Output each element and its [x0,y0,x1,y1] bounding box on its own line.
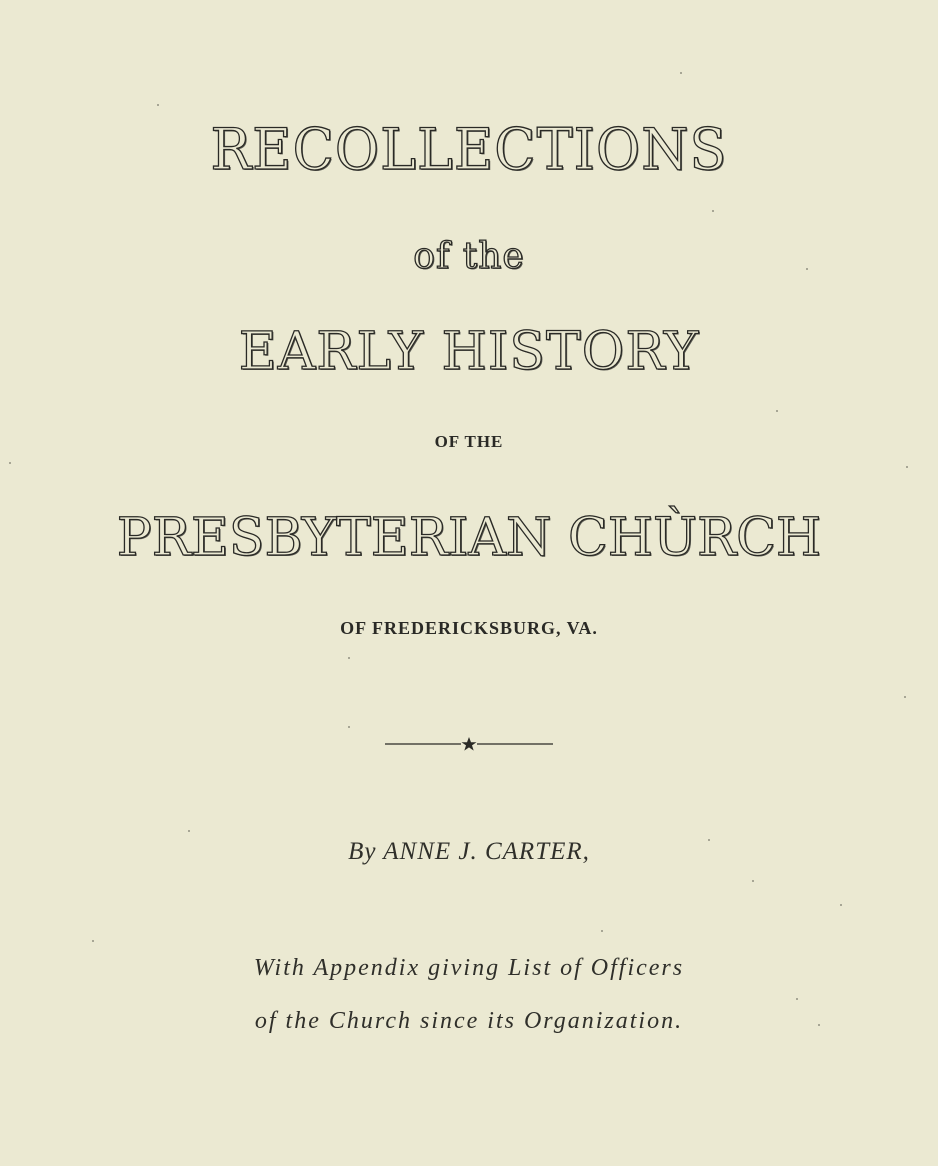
scan-speck [188,830,190,832]
scan-speck [796,998,798,1000]
scan-speck [92,940,94,942]
scan-speck [840,904,842,906]
scan-speck [904,696,906,698]
scan-speck [708,839,710,841]
appendix-line-1: With Appendix giving List of Officers [253,955,685,981]
scan-speck [752,880,754,882]
author-line: By ANNE J. CARTER, [348,838,590,865]
scan-speck [348,726,350,728]
scan-speck [680,72,682,74]
scan-speck [348,657,350,659]
scan-speck [776,410,778,412]
scan-speck [806,268,808,270]
subtitle-of-the: OF THE [434,432,504,451]
star-rule-ornament-icon [385,736,553,752]
scan-speck [906,466,908,468]
title-presbyterian-church: PRESBYTERIAN CHÙRCH [116,508,822,568]
appendix-line-2: of the Church since its Organization. [254,1008,684,1034]
scan-speck [712,210,714,212]
scan-speck [601,930,603,932]
title-recollections: RECOLLECTIONS [210,116,728,183]
scan-speck [9,462,11,464]
title-early-history: EARLY HISTORY [238,322,700,382]
subtitle-location: OF FREDERICKSBURG, VA. [340,618,598,638]
title-of-the: of the [413,236,525,277]
scan-speck [157,104,159,106]
scan-speck [818,1024,820,1026]
